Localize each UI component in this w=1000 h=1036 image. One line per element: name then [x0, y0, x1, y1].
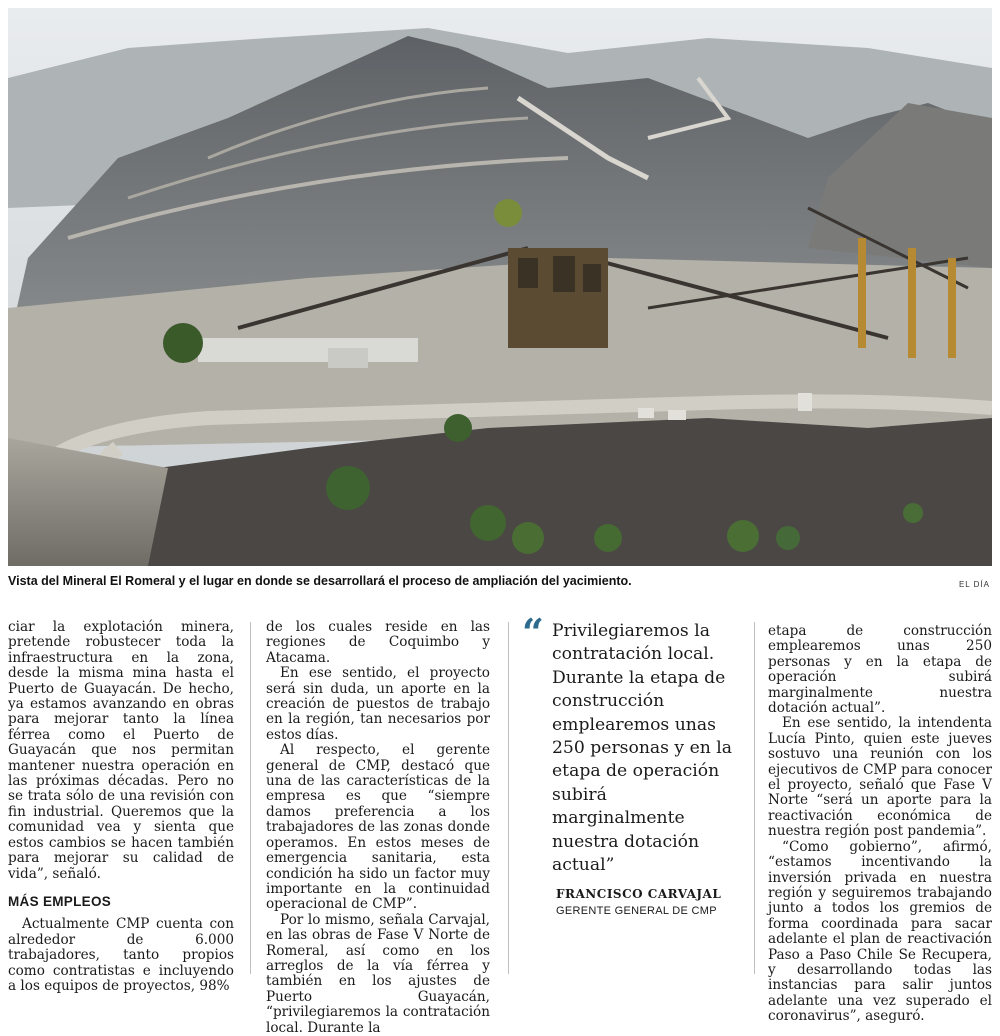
paragraph: “Como gobierno”, afirmó, “estamos incentivando la inversión privada en nuestra región y seguiremos trabajando junto a todos los gremios de forma coordinada para sacar adelante el plan de reactivación Paso a Paso Chile Se Recupera, y desarrollando todas las instancias para salir juntos adelante una vez superado el coronavirus”, aseguró. — [768, 838, 992, 1025]
paragraph: etapa de construcción emplearemos unas 250 personas y en la etapa de operación subirá marginalmente nuestra dotación actual”. — [768, 623, 992, 717]
photo-caption: Vista del Mineral El Romeral y el lugar en donde se desarrollará el proceso de ampliación del yacimiento. — [8, 574, 632, 588]
article-column-4 — [768, 624, 992, 1025]
mine-photo — [8, 8, 992, 566]
article-column-2 — [266, 620, 490, 1036]
article-column-1 — [8, 620, 234, 994]
paragraph: ciar la explotación minera, pretende robustecer toda la infraestructura en la zona, desde la misma mina hasta el Puerto de Guayacán. De hecho, ya estamos avanzando en obras para mejorar tanto la línea férrea como el Puerto de Guayacán que nos permitan mantener nuestra operación en las próximas décadas. Pero no se trata sólo de una revisión con fin industrial. Queremos que la comunidad vea y sienta que estos cambios se hacen también para mejorar su calidad de vida”, señaló. — [8, 619, 234, 882]
column-divider — [508, 622, 509, 974]
mine-landscape-illustration — [8, 8, 992, 566]
pull-quote-text: Privilegiaremos la contratación local. Durante la etapa de construcción emplearemos unas 250 personas y en la etapa de operación subirá marginalmente nuestra dotación actual” — [552, 621, 733, 876]
quote-author-role: GERENTE GENERAL DE CMP — [556, 905, 717, 918]
paragraph: Al respecto, el gerente general de CMP, destacó que una de las características de la empresa es que “siempre damos preferencia a los trabajadores de las zonas donde operamos. En estos meses de emergencia sanitaria, esta condición ha sido un factor muy importante en la continuidad operacional de CMP”. — [266, 742, 490, 913]
column-divider — [250, 622, 251, 974]
photo-credit: EL DÍA — [958, 580, 990, 589]
paragraph: Por lo mismo, señala Carvajal, en las obras de Fase V Norte de Romeral, así como en los arreglos de la vía férrea y también en los ajustes de Puerto Guayacán, “privilegiaremos la contratación local. Durante la — [266, 911, 490, 1036]
column-divider — [754, 622, 755, 974]
paragraph: En ese sentido, el proyecto será sin duda, un aporte en la creación de puestos de trabajo en la región, tan necesarios por estos días. — [266, 665, 490, 743]
quote-author: FRANCISCO CARVAJAL — [556, 887, 722, 902]
quote-mark-icon: “ — [522, 610, 544, 655]
paragraph: En ese sentido, la intendenta Lucía Pinto, quien este jueves sostuvo una reunión con los ejecutivos de CMP para conocer el proyecto, señaló que Fase V Norte “será un aporte para la reactivación económica de nuestra región post pandemia”. — [768, 715, 992, 840]
section-subheading: MÁS EMPLEOS — [8, 893, 112, 909]
pull-quote — [522, 610, 740, 918]
paragraph: Actualmente CMP cuenta con alrededor de 6.000 trabajadores, tanto propios como contratistas e incluyendo a los equipos de proyectos, 98% — [8, 916, 234, 994]
paragraph: de los cuales reside en las regiones de Coquimbo y Atacama. — [266, 619, 490, 666]
